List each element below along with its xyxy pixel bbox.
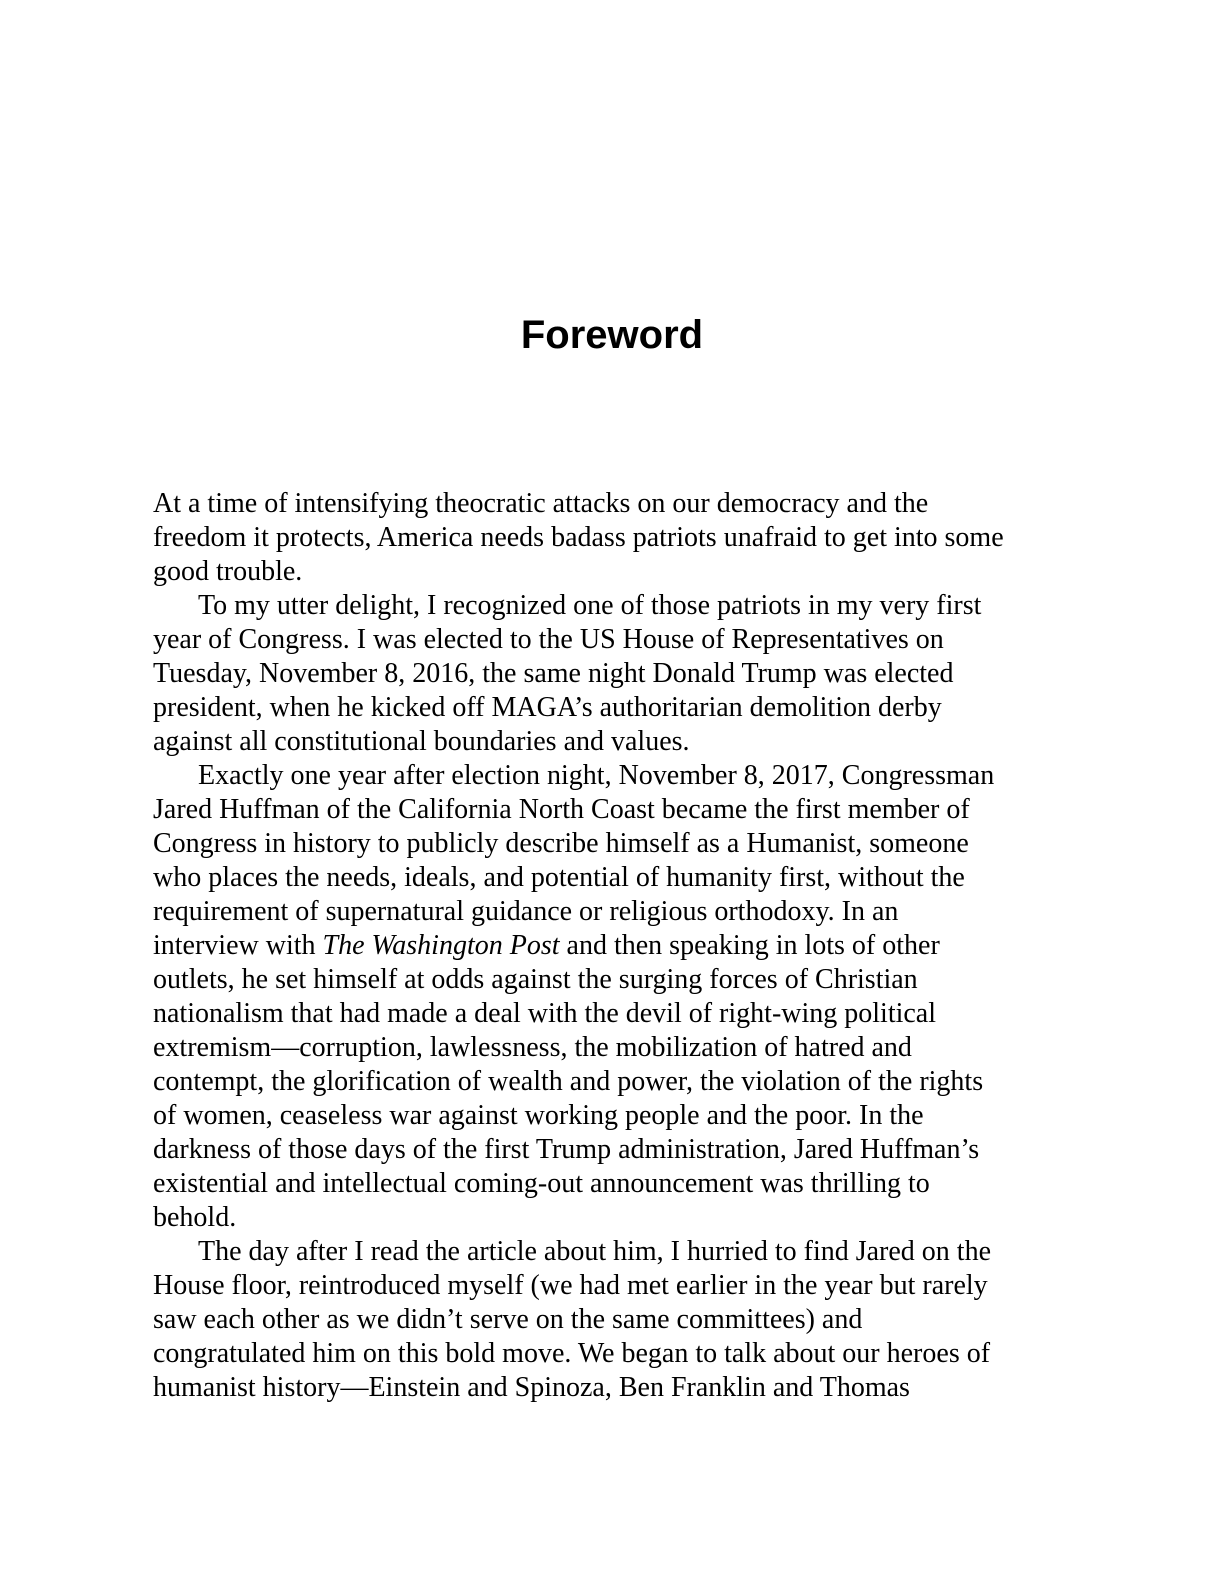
chapter-title: Foreword <box>520 313 704 357</box>
text-segment: and then speaking in lots of other <box>559 930 940 961</box>
text-line: freedom it protects, America needs badass patriots unafraid to get into some <box>153 522 1004 553</box>
text-line: Congress in history to publicly describe himself as a Humanist, someone <box>153 828 969 859</box>
text-line: outlets, he set himself at odds against the surging forces of Christian <box>153 964 918 995</box>
paragraph-first-line: The day after I read the article about him, I hurried to find Jared on the <box>198 1236 992 1267</box>
text-line: requirement of supernatural guidance or religious orthodoxy. In an <box>153 896 899 927</box>
text-line: who places the needs, ideals, and potential of humanity first, without the <box>153 862 965 893</box>
text-line: Tuesday, November 8, 2016, the same night Donald Trump was elected <box>153 658 954 689</box>
paragraph-first-line: To my utter delight, I recognized one of those patriots in my very first <box>198 590 982 621</box>
text-line: darkness of those days of the first Trump administration, Jared Huffman’s <box>153 1134 980 1165</box>
text-line: Jared Huffman of the California North Coast became the first member of <box>153 794 970 825</box>
text-line: extremism—corruption, lawlessness, the mobilization of hatred and <box>153 1032 912 1063</box>
text-segment: interview with <box>153 930 323 961</box>
text-line: against all constitutional boundaries and values. <box>153 726 690 757</box>
text-line: contempt, the glorification of wealth and power, the violation of the rights <box>153 1066 984 1097</box>
text-line: At a time of intensifying theocratic attacks on our democracy and the <box>153 488 929 519</box>
text-line: House floor, reintroduced myself (we had met earlier in the year but rarely <box>153 1270 988 1301</box>
paragraph-first-line: Exactly one year after election night, November 8, 2017, Congressman <box>198 760 995 791</box>
text-line: good trouble. <box>153 556 303 587</box>
text-line: existential and intellectual coming-out announcement was thrilling to <box>153 1168 930 1199</box>
text-line: congratulated him on this bold move. We began to talk about our heroes of <box>153 1338 991 1369</box>
text-line: nationalism that had made a deal with the devil of right-wing political <box>153 998 937 1029</box>
text-line: saw each other as we didn’t serve on the same committees) and <box>153 1304 863 1335</box>
text-line: humanist history—Einstein and Spinoza, Ben Franklin and Thomas <box>153 1372 910 1403</box>
body-text <box>153 487 1073 1405</box>
text-line: president, when he kicked off MAGA’s authoritarian demolition derby <box>153 692 942 723</box>
text-line: of women, ceaseless war against working people and the poor. In the <box>153 1100 924 1131</box>
text-line: year of Congress. I was elected to the US House of Representatives on <box>153 624 944 655</box>
text-line: behold. <box>153 1202 237 1233</box>
text-line-with-italic <box>153 929 1073 963</box>
publication-title: The Washington Post <box>322 930 560 961</box>
